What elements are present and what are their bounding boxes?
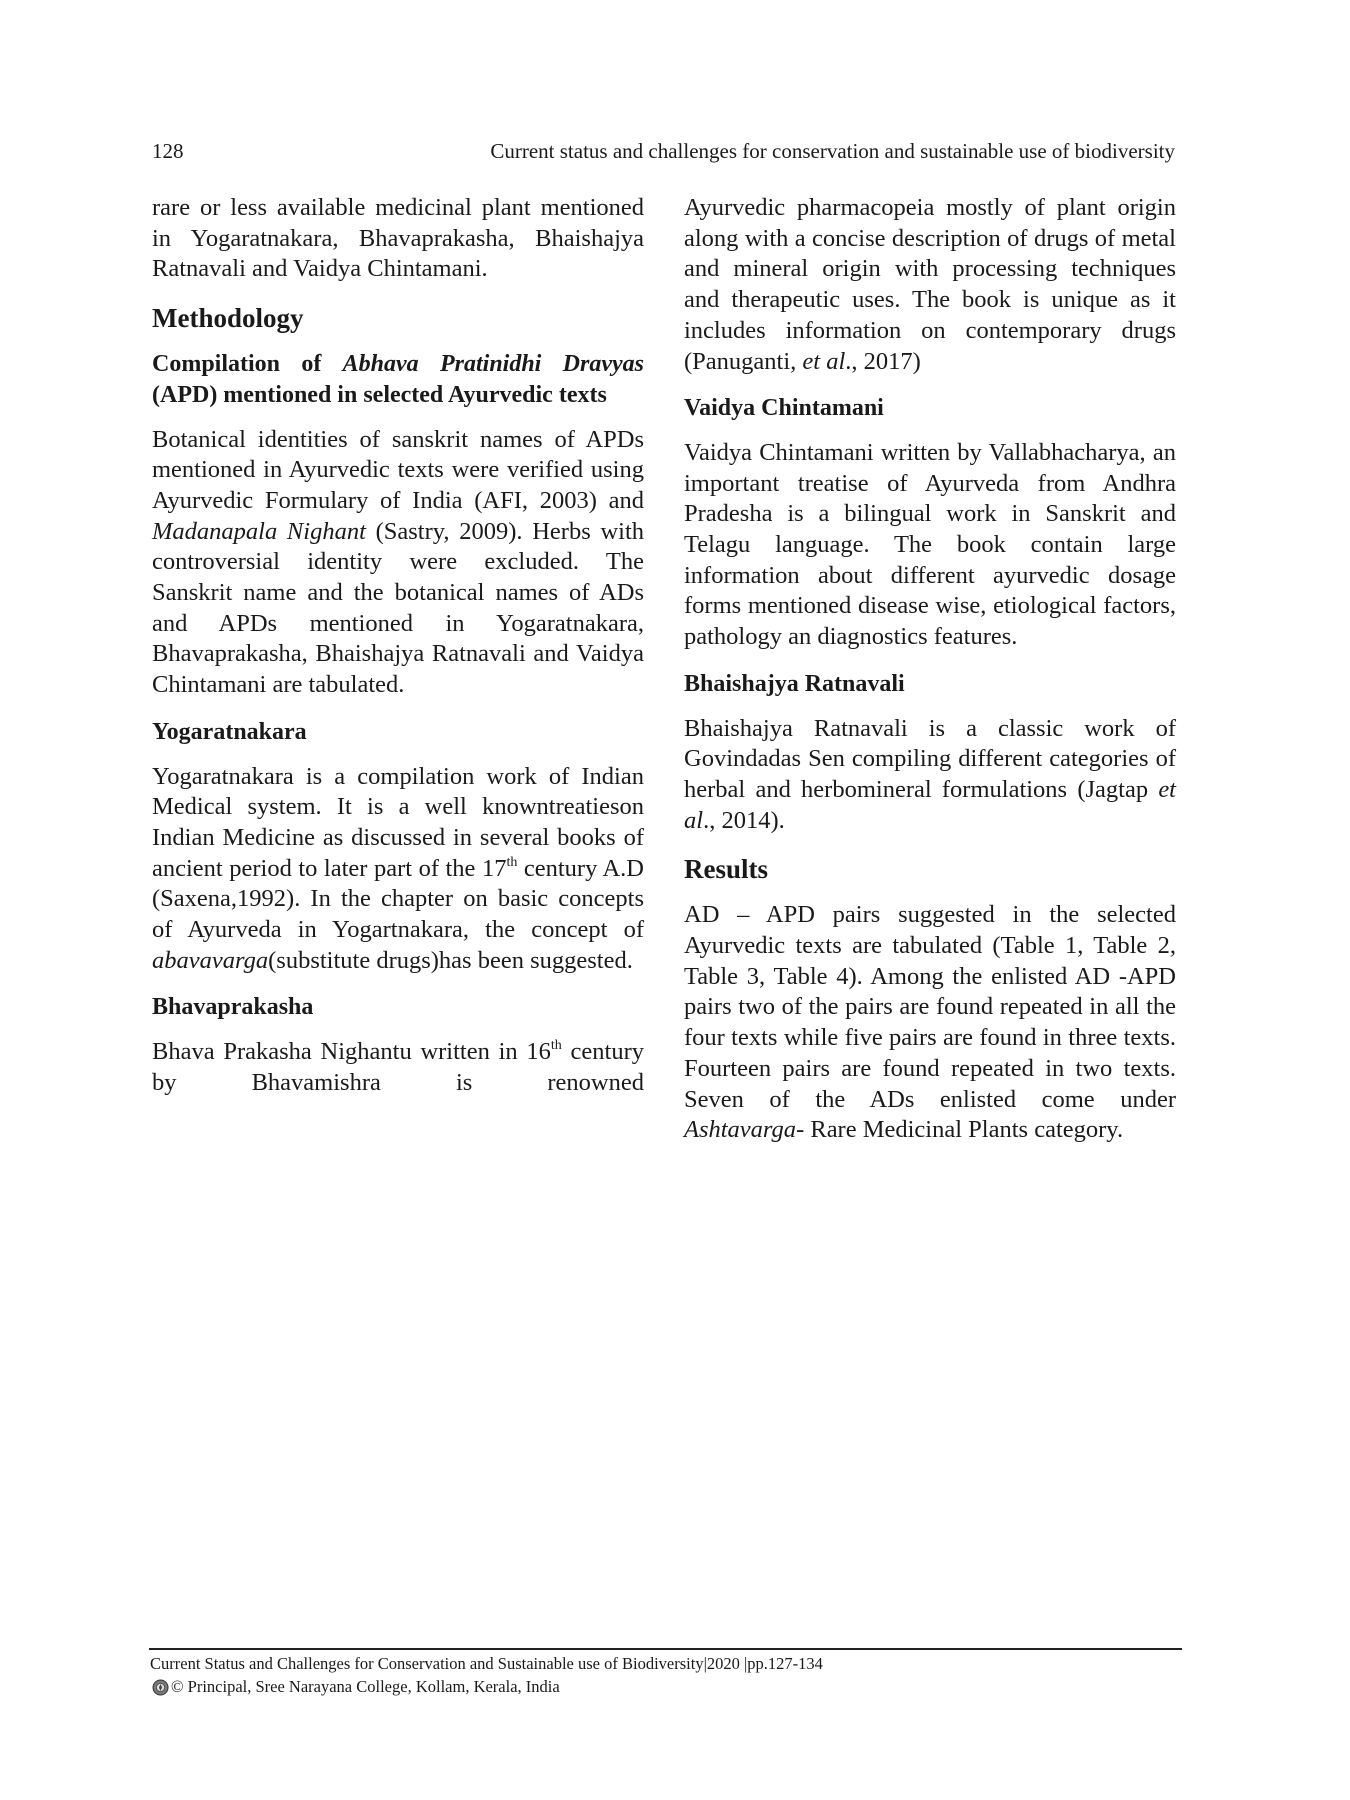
results-text-italic: Ashtavarga bbox=[684, 1116, 797, 1144]
vaidya-chintamani-paragraph: Vaidya Chintamani written by Vallabhacharya, an important treatise of Ayurveda from Andhra Pradesha is a bilingual work in Sanskrit and Telagu language. The book contain large information about different ayurvedic dosage forms mentioned disease wise, etiological factors, pathology an diagnostics features. bbox=[684, 438, 1176, 651]
yogaratnakara-text-italic: abavavarga bbox=[152, 946, 269, 974]
pharmacopeia-text-italic: , et al bbox=[790, 347, 846, 375]
bhaishajya-text-1: Bhaishajya Ratnavali is a classic work of Govindadas Sen compiling different categories of herbal and herbomineral formulations (Jagtap bbox=[684, 714, 1176, 803]
bhavaprakasha-text-2: century by Bhavamishra is renowned bbox=[152, 1038, 644, 1096]
compilation-heading-italic: Abhava Pratinidhi Dravyas bbox=[342, 351, 644, 378]
results-paragraph bbox=[684, 900, 1176, 1146]
page-number: 128 bbox=[152, 139, 184, 163]
bhavaprakasha-heading: Bhavaprakasha bbox=[152, 994, 314, 1021]
bhavaprakasha-text-1: Bhava Prakasha Nighantu written in 16 bbox=[152, 1038, 551, 1066]
vaidya-chintamani-heading: Vaidya Chintamani bbox=[684, 395, 884, 422]
footer-copyright-text: © Principal, Sree Narayana College, Kollam, Kerala, India bbox=[171, 1677, 560, 1696]
intro-paragraph: rare or less available medicinal plant mentioned in Yogaratnakara, Bhavaprakasha, Bhaishajya Ratnavali and Vaidya Chintamani. bbox=[152, 194, 644, 283]
botanical-text-1: Botanical identities of sanskrit names of APDs mentioned in Ayurvedic texts were verified using Ayurvedic Formulary of India (AFI, 2003) and bbox=[152, 425, 644, 514]
bhavaprakasha-superscript: th bbox=[550, 1038, 562, 1054]
results-heading: Results bbox=[684, 854, 769, 885]
results-text-1: AD – APD pairs suggested in the selected Ayurvedic texts are tabulated (Table 1, Table 2, Table 3, Table 4). Among the enlisted AD -APD pairs two of the pairs are found repeated in all the four texts while five pairs are found in three texts. Fourteen pairs are found repeated in two texts. Seven of the ADs enlisted come under bbox=[684, 901, 1176, 1113]
botanical-text-italic: Madanapala Nighant bbox=[152, 517, 366, 545]
yogaratnakara-paragraph bbox=[152, 762, 644, 977]
methodology-heading: Methodology bbox=[152, 303, 304, 334]
footer-rule bbox=[149, 1648, 1182, 1650]
yogaratnakara-text-1: Yogaratnakara is a compilation work of Indian Medical system. It is a well knowntreatieson Indian Medicine as discussed in several books of ancient period to later part of the 17 bbox=[152, 762, 644, 882]
right-column bbox=[684, 193, 1176, 1162]
compilation-heading bbox=[152, 349, 644, 410]
pharmacopeia-text-3: ., 2017) bbox=[845, 347, 921, 375]
botanical-paragraph bbox=[152, 425, 644, 701]
results-text-3: - Rare Medicinal Plants category. bbox=[796, 1116, 1124, 1144]
compilation-heading-part1: Compilation of bbox=[152, 351, 343, 378]
yogaratnakara-text-4: (substitute drugs)has been suggested. bbox=[268, 946, 633, 974]
compilation-heading-part3: (APD) mentioned in selected Ayurvedic texts bbox=[152, 381, 607, 408]
pharmacopeia-text-1: Ayurvedic pharmacopeia mostly of plant origin along with a concise description of drugs of metal and mineral origin with processing techniques and therapeutic uses. The book is unique as it includes information on contemporary drugs (Panuganti bbox=[684, 194, 1176, 375]
running-head: Current status and challenges for conservation and sustainable use of biodiversity bbox=[490, 139, 1175, 163]
bhaishajya-ratnavali-paragraph bbox=[684, 714, 1176, 837]
footer-copyright bbox=[152, 1677, 560, 1697]
bhaishajya-text-italic: et al bbox=[684, 775, 1176, 834]
college-emblem-icon bbox=[152, 1679, 169, 1696]
bhaishajya-text-3: ., 2014). bbox=[703, 806, 785, 834]
footer-citation: Current Status and Challenges for Conservation and Sustainable use of Biodiversity|2020 |pp.127-134 bbox=[150, 1654, 823, 1673]
bhaishajya-ratnavali-heading: Bhaishajya Ratnavali bbox=[684, 670, 905, 697]
yogaratnakara-text-2: century A.D (Saxena,1992). In the chapter on basic concepts of Ayurveda in Yogartnakara, the concept of bbox=[152, 854, 644, 944]
yogaratnakara-superscript: th bbox=[506, 854, 518, 870]
pharmacopeia-paragraph bbox=[684, 193, 1176, 377]
bhavaprakasha-paragraph bbox=[152, 1037, 644, 1098]
botanical-text-3: (Sastry, 2009). Herbs with controversial identity were excluded. The Sanskrit name and the botanical names of ADs and APDs mentioned in Yogaratnakara, Bhavaprakasha, Bhaishajya Ratnavali and Vaidya Chintamani are tabulated. bbox=[152, 517, 645, 699]
left-column bbox=[152, 193, 644, 1115]
yogaratnakara-heading: Yogaratnakara bbox=[152, 718, 307, 745]
